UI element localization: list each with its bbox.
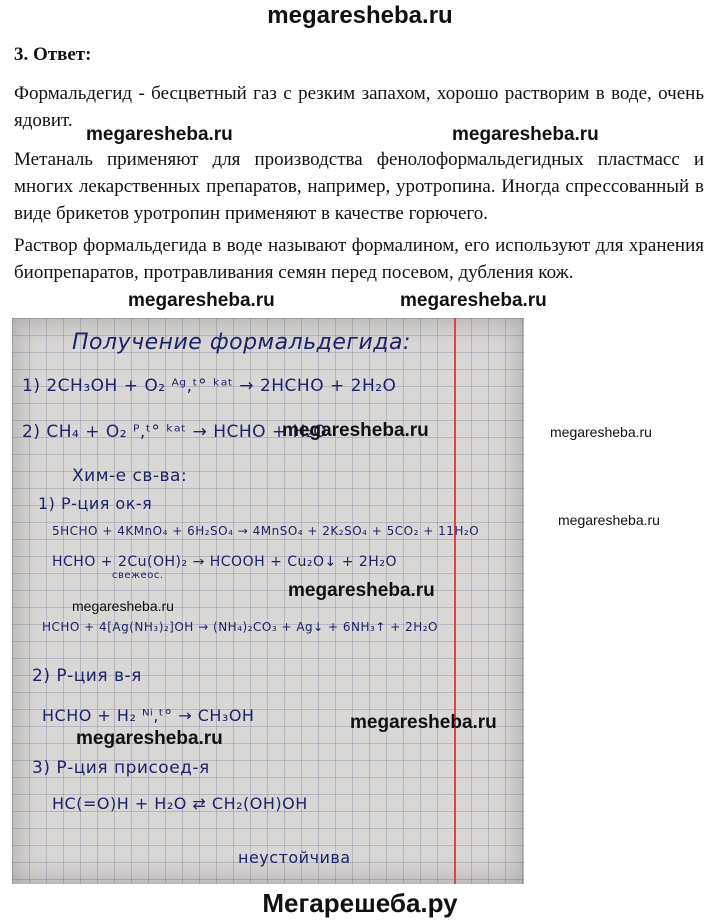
notebook-line: свежеос.: [112, 570, 164, 581]
notebook-line: 1) Р-ция ок-я: [38, 494, 153, 513]
answer-paragraph-2: Метаналь применяют для производства фенолоформальдегидных пластмасс и многих лекарственных препаратов, например, уротропина. Иногда спрессованный в виде брикетов уротропин применяют в качестве горючего.: [14, 149, 704, 224]
notebook-line: 2) Р-ция в-я: [32, 666, 142, 686]
watermark: megaresheba.ru: [350, 712, 497, 733]
notebook-line: 3) Р-ция присоед-я: [32, 758, 210, 778]
notebook-line: Хим-е св-ва:: [72, 466, 188, 486]
watermark: megaresheba.ru: [76, 728, 223, 749]
answer-paragraph-1: Формальдегид - бесцветный газ с резким запахом, хорошо растворим в воде, очень ядовит.: [14, 83, 704, 131]
notebook-line: HCHO + 2Cu(OH)₂ → HCOOH + Cu₂O↓ + 2H₂O: [52, 554, 397, 570]
watermark: megaresheba.ru: [86, 124, 233, 145]
notebook-line: неустойчива: [238, 848, 351, 867]
footer-site: Мегарешеба.ру: [262, 888, 458, 918]
notebook-line: HCHO + 4[Ag(NH₃)₂]OH → (NH₄)₂CO₃ + Ag↓ + 6NH₃↑ + 2H₂O: [42, 620, 438, 634]
watermark: megaresheba.ru: [558, 512, 660, 528]
site-title: megaresheba.ru: [267, 2, 453, 29]
notebook-line: 2) CH₄ + O₂ ᴾ,ᵗ° ᵏᵃᵗ → HCHO + H₂O: [22, 422, 328, 442]
watermark: megaresheba.ru: [72, 598, 174, 614]
watermark: megaresheba.ru: [452, 124, 599, 145]
answer-paragraph-3: Раствор формальдегида в воде называют формалином, его используют для хранения биопрепаратов, протравливания семян перед посевом, дубления кож.: [14, 235, 704, 283]
watermark: megaresheba.ru: [128, 290, 275, 311]
notebook-title: Получение формальдегида:: [72, 330, 411, 355]
answer-heading: 3. Ответ:: [14, 44, 92, 65]
watermark: megaresheba.ru: [550, 424, 652, 440]
notebook-line: 1) 2CH₃OH + O₂ ᴬᵍ,ᵗ° ᵏᵃᵗ → 2HCHO + 2H₂O: [22, 376, 397, 396]
notebook-margin-line: [454, 318, 456, 884]
notebook-line: HCHO + H₂ ᴺⁱ,ᵗ° → CH₃OH: [42, 706, 255, 725]
notebook-line: HC(=O)H + H₂O ⇄ CH₂(OH)OH: [52, 794, 308, 813]
notebook-line: 5HCHO + 4KMnO₄ + 6H₂SO₄ → 4MnSO₄ + 2K₂SO₄ + 5CO₂ + 11H₂O: [52, 524, 480, 538]
watermark: megaresheba.ru: [400, 290, 547, 311]
watermark: megaresheba.ru: [282, 420, 429, 441]
watermark: megaresheba.ru: [288, 580, 435, 601]
